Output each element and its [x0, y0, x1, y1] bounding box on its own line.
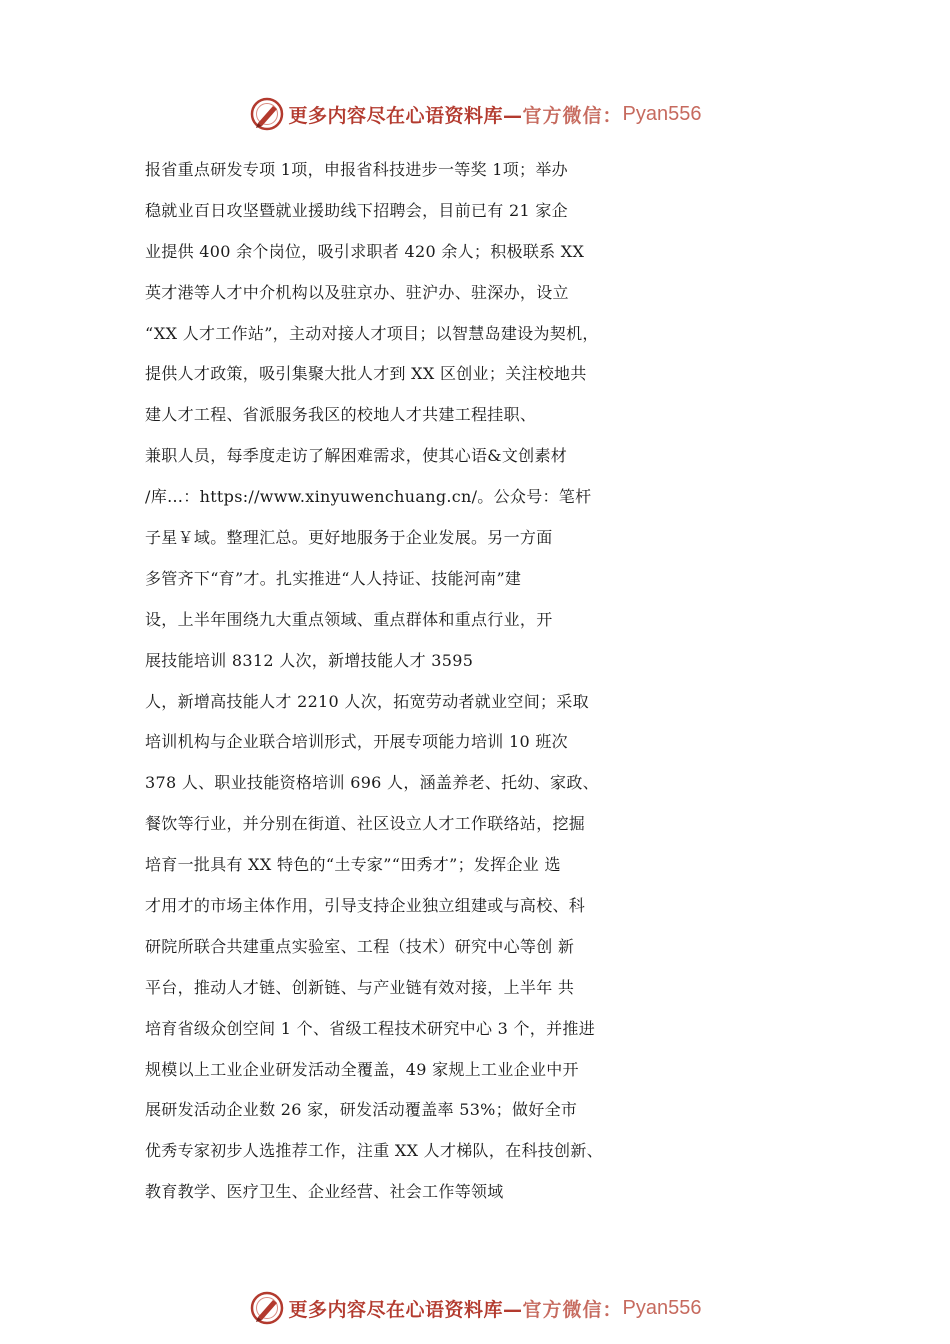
banner-wechat-label: 官方微信： [522, 104, 623, 127]
text-line: 稳就业百日攻坚暨就业援助线下招聘会，目前已有 21 家企 [145, 200, 568, 220]
banner-wechat-id: Pyan556 [622, 1296, 702, 1319]
text-line: 规模以上工业企业研发活动全覆盖，49 家规上工业企业中开 [145, 1059, 579, 1079]
text-line: 培育一批具有 XX 特色的“土专家”“田秀才”；发挥企业 选 [145, 855, 561, 875]
banner-wechat-id: Pyan556 [622, 102, 702, 125]
text-line: 378 人、职业技能资格培训 696 人，涵盖养老、托幼、家政、 [145, 773, 599, 793]
text-line: 展技能培训 8312 人次，新增技能人才 3595 [145, 650, 474, 670]
footer-banner [0, 1288, 950, 1328]
text-line: 子星￥域。整理汇总。更好地服务于企业发展。另一方面 [145, 528, 553, 548]
text-line: 报省重点研发专项 1项，申报省科技进步一等奖 1项；举办 [145, 160, 568, 179]
pen-logo-icon [249, 96, 285, 132]
text-line: 展研发活动企业数 26 家，研发活动覆盖率 53%；做好全市 [145, 1100, 578, 1120]
text-line: 培训机构与企业联合培训形式，开展专项能力培训 10 班次 [145, 732, 568, 752]
text-line: 餐饮等行业，并分别在街道、社区设立人才工作联络站，挖掘 [145, 814, 586, 834]
header-banner [0, 94, 950, 134]
pen-logo-icon [249, 1290, 285, 1326]
banner-wechat-label: 官方微信： [522, 1298, 623, 1321]
text-line: 培育省级众创空间 1 个、省级工程技术研究中心 3 个，并推进 [145, 1018, 596, 1038]
text-line: 平台，推动人才链、创新链、与产业链有效对接，上半年 共 [145, 977, 575, 997]
text-line: 业提供 400 余个岗位，吸引求职者 420 余人；积极联系 XX [145, 241, 585, 261]
text-line: /库…：https://www.xinyuwenchuang.cn/。公众号：笔杆 [145, 487, 592, 507]
text-line: 设，上半年围绕九大重点领域、重点群体和重点行业，开 [145, 609, 553, 629]
text-line: 人，新增高技能人才 2210 人次，拓宽劳动者就业空间；采取 [145, 691, 589, 711]
document-body [145, 150, 865, 1213]
banner-text: 更多内容尽在心语资料库— [288, 1298, 523, 1321]
text-line: 才用才的市场主体作用，引导支持企业独立组建或与高校、科 [145, 896, 586, 916]
text-line: 英才港等人才中介机构以及驻京办、驻沪办、驻深办，设立 [145, 282, 569, 302]
text-line: 建人才工程、省派服务我区的校地人才共建工程挂职、 [145, 405, 537, 425]
text-line: 提供人才政策，吸引集聚大批人才到 XX 区创业；关注校地共 [145, 364, 587, 384]
banner-text: 更多内容尽在心语资料库— [288, 104, 523, 127]
text-line: 兼职人员，每季度走访了解困难需求，使其心语&文创素材 [145, 446, 568, 466]
text-line: 多管齐下“育”才。扎实推进“人人持证、技能河南”建 [145, 568, 522, 588]
text-line: 教育教学、医疗卫生、企业经营、社会工作等领域 [145, 1182, 504, 1202]
text-line: “XX 人才工作站”，主动对接人才项目；以智慧岛建设为契机， [145, 323, 599, 343]
text-line: 优秀专家初步人选推荐工作，注重 XX 人才梯队，在科技创新、 [145, 1141, 603, 1161]
text-line: 研院所联合共建重点实验室、工程（技术）研究中心等创 新 [145, 936, 575, 956]
